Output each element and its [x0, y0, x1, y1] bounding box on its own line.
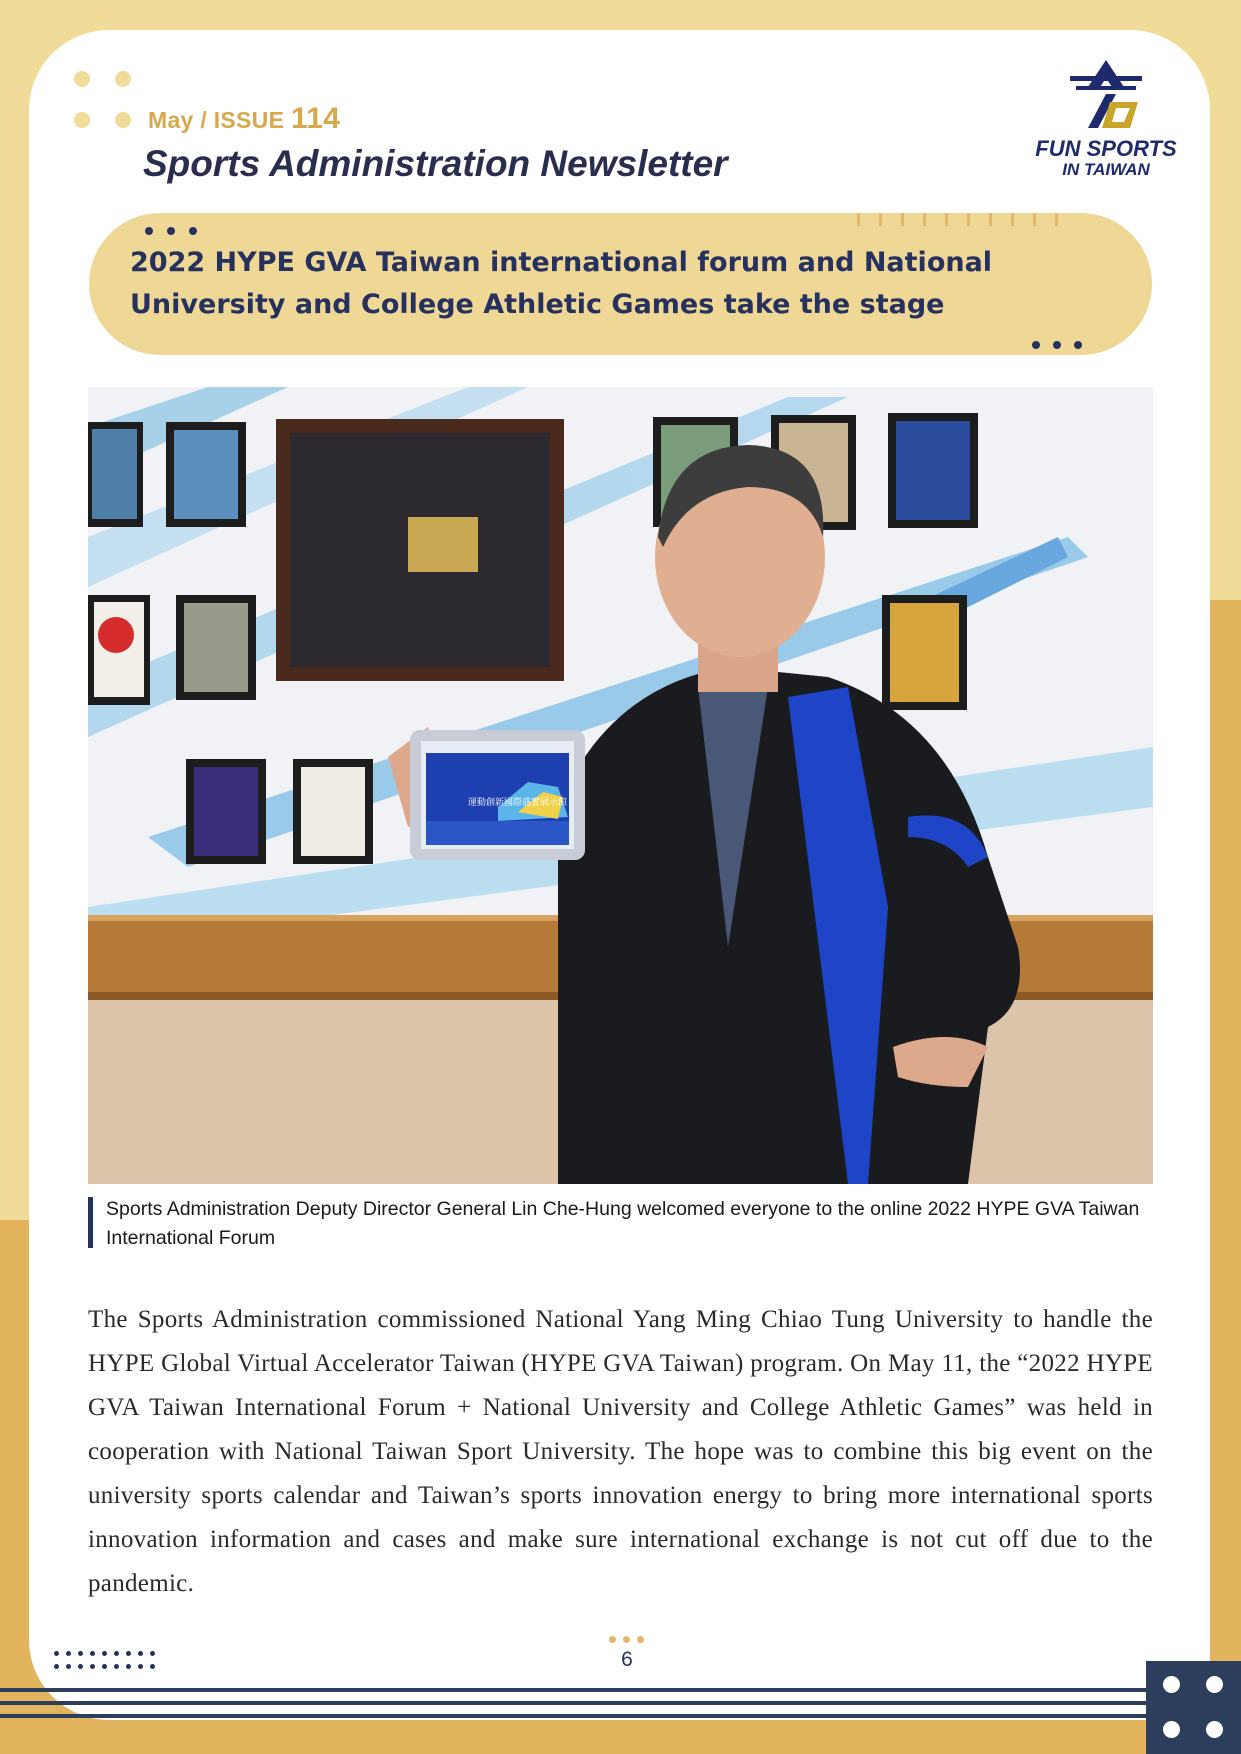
- header-dot: [115, 71, 131, 87]
- corner-dot: [1163, 1676, 1180, 1693]
- banner-tick: [967, 213, 970, 226]
- logo-line1: FUN SPORTS: [1035, 136, 1177, 161]
- footer-dot: [78, 1664, 83, 1669]
- corner-dot: [1206, 1721, 1223, 1738]
- footer-dot: [66, 1664, 71, 1669]
- banner-tick: [857, 213, 860, 226]
- footer-dot: [90, 1651, 95, 1656]
- banner-dot: [1053, 341, 1061, 349]
- fun-sports-logo: [1026, 56, 1186, 184]
- footer-stripe: [0, 1701, 1146, 1705]
- headline-line-1: 2022 HYPE GVA Taiwan international forum and National: [130, 247, 993, 278]
- article-photo: [88, 387, 1153, 1184]
- banner-tick: [923, 213, 926, 226]
- footer-dot: [150, 1664, 155, 1669]
- corner-dot: [1163, 1721, 1180, 1738]
- footer-dot: [126, 1651, 131, 1656]
- article-body: The Sports Administration commissioned National Yang Ming Chiao Tung University to handle the HYPE Global Virtual Accelerator Taiwan (HYPE GVA Taiwan) program. On May 11, the “2022 HYPE GVA Taiwan International Forum + National University and College Athletic Games” was held in cooperation with National Taiwan Sport University. The hope was to combine this big event on the university sports calendar and Taiwan’s sports innovation energy to bring more international sports innovation information and cases and make sure international exchange is not cut off due to the pandemic.: [88, 1306, 1153, 1597]
- footer-dot: [150, 1651, 155, 1656]
- footer-stripe: [0, 1688, 1146, 1692]
- banner-dot: [145, 227, 153, 235]
- banner-tick: [945, 213, 948, 226]
- footer-dot: [138, 1664, 143, 1669]
- banner-tick: [901, 213, 904, 226]
- photo-caption: Sports Administration Deputy Director General Lin Che-Hung welcomed everyone to the online 2022 HYPE GVA Taiwan International Forum: [106, 1198, 1140, 1249]
- corner-dot: [1206, 1676, 1223, 1693]
- page-dot: [609, 1636, 616, 1643]
- fun-sports-logo-icon: [1026, 56, 1186, 136]
- page-number: 6: [621, 1648, 633, 1671]
- page-dot: [637, 1636, 644, 1643]
- header-dot: [74, 71, 90, 87]
- footer-dot: [102, 1651, 107, 1656]
- footer-dot: [54, 1651, 59, 1656]
- footer-dot: [78, 1651, 83, 1656]
- article-headline: [130, 242, 1030, 326]
- banner-tick: [1055, 213, 1058, 226]
- footer-dot: [114, 1664, 119, 1669]
- issue-label: [148, 102, 340, 136]
- footer-dot: [66, 1651, 71, 1656]
- footer-dot: [126, 1664, 131, 1669]
- banner-dot: [167, 227, 175, 235]
- corner-block: [1146, 1661, 1241, 1754]
- header-dot: [74, 112, 90, 128]
- newsletter-title: Sports Administration Newsletter: [143, 143, 728, 184]
- footer-dot: [138, 1651, 143, 1656]
- logo-line2: IN TAIWAN: [1062, 160, 1150, 179]
- banner-tick: [879, 213, 882, 226]
- banner-tick: [1011, 213, 1014, 226]
- banner-tick: [989, 213, 992, 226]
- footer-dot: [102, 1664, 107, 1669]
- issue-number: 114: [290, 102, 341, 135]
- footer-stripe: [0, 1714, 1146, 1718]
- caption-bar: [88, 1197, 93, 1248]
- footer-dot: [54, 1664, 59, 1669]
- banner-dot: [1074, 341, 1082, 349]
- header-dot: [115, 112, 131, 128]
- issue-prefix: May / ISSUE: [148, 107, 285, 133]
- page-dot: [623, 1636, 630, 1643]
- photo-illustration: [88, 387, 1153, 1184]
- tablet-screen-text: 運動創新國際盛實展示館: [468, 798, 568, 808]
- banner-dot: [1032, 341, 1040, 349]
- footer-dot: [90, 1664, 95, 1669]
- banner-tick: [1033, 213, 1036, 226]
- banner-dot: [189, 227, 197, 235]
- headline-line-2: University and College Athletic Games take the stage: [130, 289, 945, 320]
- footer-dot: [114, 1651, 119, 1656]
